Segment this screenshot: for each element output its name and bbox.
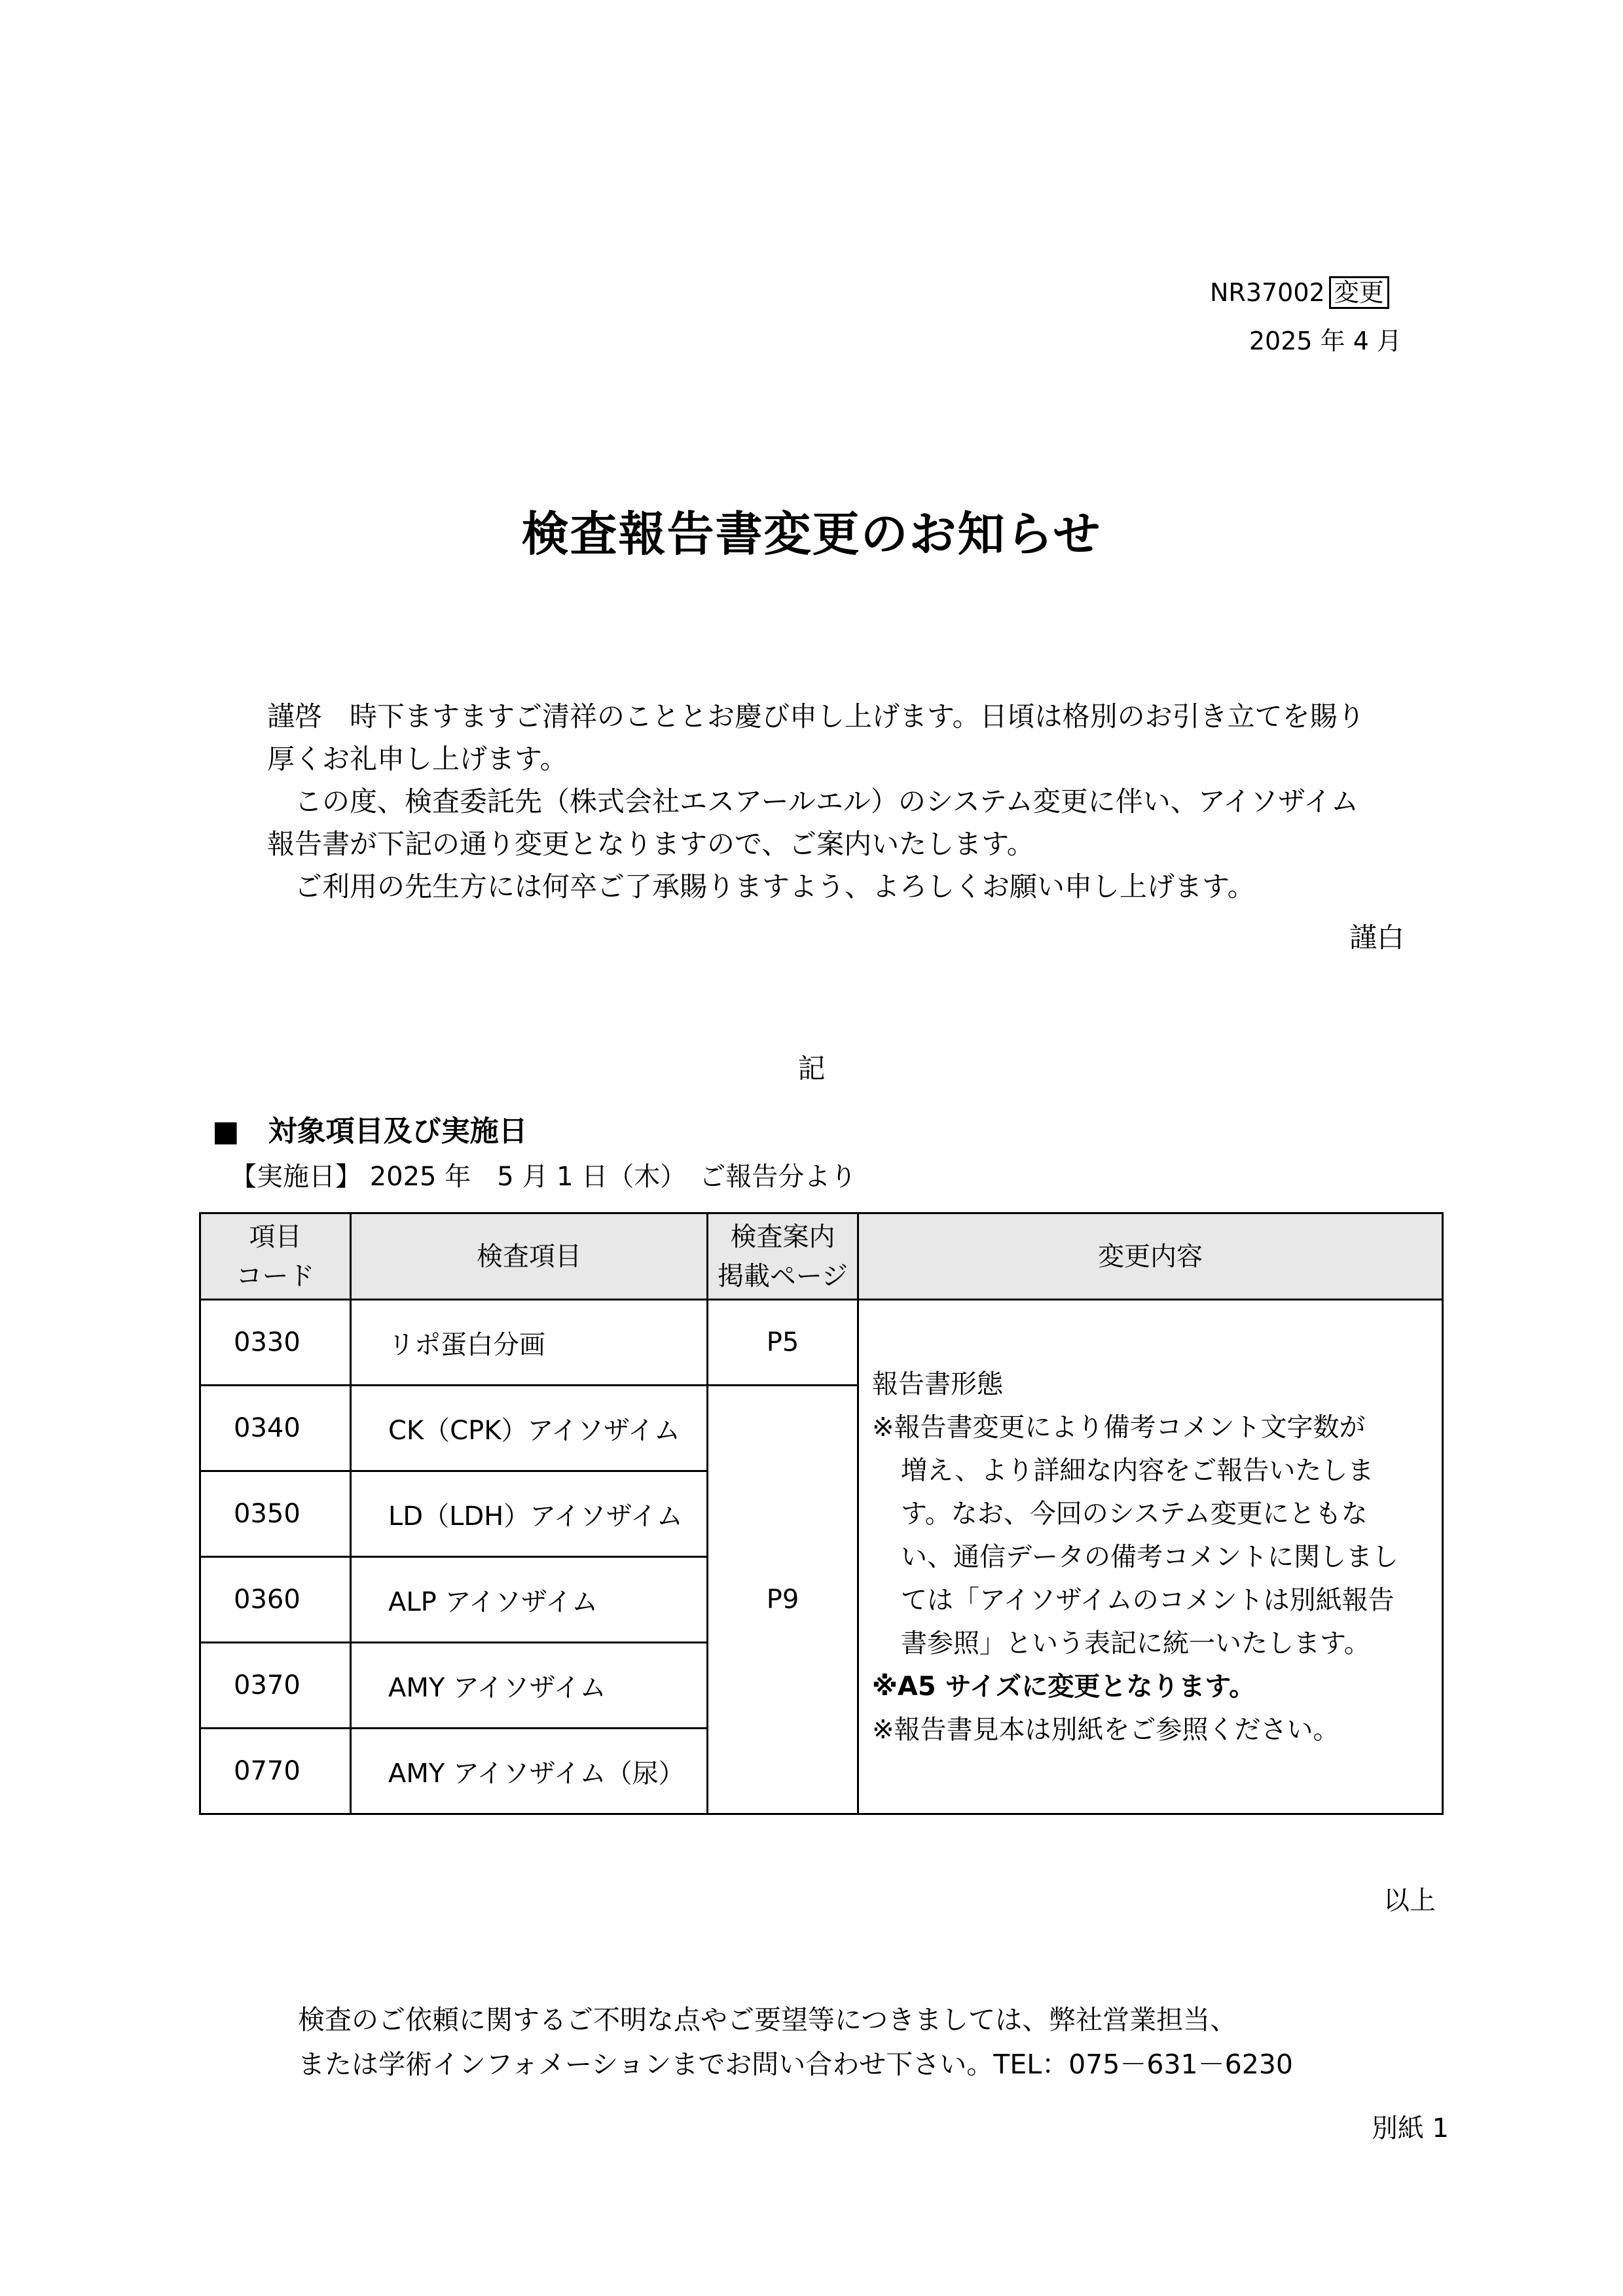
body-line: 報告書が下記の通り変更となりますので、ご案内いたします。 — [267, 828, 1034, 860]
items-table — [199, 1212, 1444, 1815]
body-line: 厚くお礼申し上げます。 — [267, 743, 568, 775]
appendix-label: 別紙 1 — [1371, 2113, 1449, 2144]
row-code: 0360 — [200, 1557, 351, 1643]
change-line: ※報告書変更により備考コメント文字数が — [872, 1412, 1366, 1443]
header-page-line1: 検査案内 — [730, 1221, 835, 1252]
change-line: い、通信データの備考コメントに関しまし — [901, 1541, 1398, 1572]
table-row — [200, 1300, 1443, 1386]
change-badge: 変更 — [1329, 276, 1389, 309]
document-number-text: NR37002 — [1210, 278, 1325, 307]
section-heading: ■ 対象項目及び実施日 — [212, 1115, 528, 1148]
letter-body — [267, 695, 1406, 908]
change-line-emphasis: ※A5 サイズに変更となります。 — [872, 1671, 1256, 1702]
document-number — [1210, 274, 1389, 312]
table-header-row — [200, 1213, 1443, 1300]
end-mark: 以上 — [1383, 1886, 1436, 1916]
row-item-name: AMY アイソザイム（尿） — [351, 1729, 708, 1814]
header-page — [708, 1213, 858, 1300]
row-item-name: リポ蛋白分画 — [351, 1300, 708, 1386]
change-line: 増え、より詳細な内容をご報告いたしま — [901, 1455, 1374, 1486]
header-item: 検査項目 — [351, 1213, 708, 1300]
header-code-line2: コード — [236, 1261, 315, 1291]
row-item-name: ALP アイソザイム — [351, 1557, 708, 1643]
change-line: ※報告書見本は別紙をご参照ください。 — [872, 1714, 1340, 1745]
closing-salutation: 謹白 — [1349, 922, 1404, 954]
footer-line: または学術インフォメーションまでお問い合わせ下さい。TEL：075－631－6230 — [298, 2049, 1293, 2080]
row-code: 0330 — [200, 1300, 351, 1386]
change-line: す。なお、今回のシステム変更にともな — [901, 1498, 1368, 1529]
header-code-line1: 項目 — [249, 1221, 302, 1252]
footer-line: 検査のご依頼に関するご不明な点やご要望等につきましては、弊社営業担当、 — [298, 2004, 1237, 2036]
change-line: 書参照」という表記に統一いたします。 — [901, 1628, 1370, 1659]
body-line: ご利用の先生方には何卒ご了承賜りますよう、よろしくお願い申し上げます。 — [267, 870, 1255, 903]
implementation-date: 【実施日】 2025 年 5 月 1 日（木） ご報告分より — [230, 1162, 857, 1192]
row-code: 0340 — [200, 1386, 351, 1471]
row-code: 0350 — [200, 1471, 351, 1557]
row-code: 0370 — [200, 1643, 351, 1729]
row-item-name: AMY アイソザイム — [351, 1643, 708, 1729]
row-item-name: LD（LDH）アイソザイム — [351, 1471, 708, 1557]
row-item-name: CK（CPK）アイソザイム — [351, 1386, 708, 1471]
header-code — [200, 1213, 351, 1300]
page-title: 検査報告書変更のお知らせ — [521, 507, 1102, 562]
header-change: 変更内容 — [858, 1213, 1443, 1300]
row-page: P9 — [708, 1386, 858, 1814]
body-line: 謹啓 時下ますますご清祥のこととお慶び申し上げます。日頃は格別のお引き立てを賜り — [267, 700, 1365, 732]
contact-footer — [298, 1998, 1293, 2087]
issue-date: 2025 年 4 月 — [1249, 327, 1402, 355]
header-page-line2: 掲載ページ — [717, 1261, 848, 1291]
body-line: この度、検査委託先（株式会社エスアールエル）のシステム変更に伴い、アイソザイム — [267, 785, 1359, 817]
change-line: 報告書形態 — [872, 1369, 1003, 1399]
change-line: ては「アイソザイムのコメントは別紙報告 — [901, 1585, 1395, 1615]
row-code: 0770 — [200, 1729, 351, 1814]
ki-mark: 記 — [797, 1052, 826, 1085]
change-description — [858, 1300, 1443, 1814]
row-page: P5 — [708, 1300, 858, 1386]
